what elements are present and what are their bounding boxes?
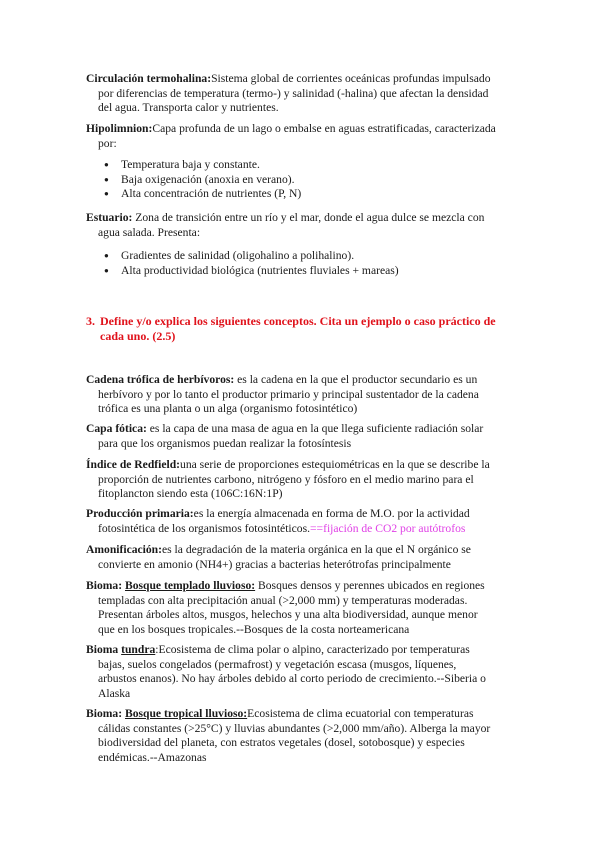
definition-text: proporción de nutrientes carbono, nitrógeno y fósforo en el medio marino para el: [98, 472, 474, 486]
term-label: Producción primaria:: [86, 507, 194, 520]
definition-text: Alaska: [98, 686, 131, 700]
bullet-list-estuario: [104, 249, 504, 278]
heading-text: cada uno. (2.5): [100, 329, 176, 343]
definition-text: templadas con alta precipitación anual (>2,000 mm) y temperaturas moderadas.: [98, 593, 468, 607]
definition-text: Zona de transición entre un río y el mar, donde el agua dulce se mezcla con: [132, 211, 485, 224]
definition-text: Presentan árboles altos, musgos, helechos y una alta biodiversidad, aunque menor: [98, 608, 478, 622]
concept-cadena-trofica: [86, 373, 516, 417]
definition-text: endémicas.--Amazonas: [98, 750, 207, 764]
definition-text: arbustos enanos). No hay árboles debido al corto periodo de crecimiento.--Siberia o: [98, 672, 486, 686]
biome-name: tundra: [121, 643, 156, 656]
definition-text: para que los organismos puedan realizar la fotosíntesis: [98, 436, 352, 450]
section-heading-3: [86, 314, 516, 344]
list-item: ● Gradientes de salinidad (oligohalino a polihalino).: [104, 249, 504, 264]
term-label: Hipolimnion:: [86, 122, 153, 135]
concept-bioma-bosque-templado: [86, 579, 516, 637]
entry-circulacion-termohalina: [86, 72, 516, 116]
term-label: Capa fótica:: [86, 422, 147, 435]
list-item: ● Alta concentración de nutrientes (P, N): [104, 187, 504, 202]
definition-text: agua salada. Presenta:: [98, 225, 201, 239]
definition-text: una serie de proporciones estequiométricas en la que se describe la: [180, 458, 490, 471]
entry-hipolimnion: [86, 122, 516, 151]
definition-text: del agua. Transporta calor y nutrientes.: [98, 101, 279, 115]
definition-text: Bosques densos y perennes ubicados en regiones: [255, 579, 485, 592]
concept-produccion-primaria: [86, 507, 516, 536]
biome-name: Bosque tropical lluvioso:: [124, 707, 248, 720]
definition-text: Capa profunda de un lago o embalse en aguas estratificadas, caracterizada: [152, 122, 496, 135]
term-label: Bioma:: [86, 707, 123, 720]
section-number: 3.: [86, 314, 95, 328]
definition-text: :Ecosistema de clima polar o alpino, caracterizado por temperaturas: [155, 643, 470, 656]
term-label: Índice de Redfield:: [86, 458, 181, 471]
list-item: ● Alta productividad biológica (nutrientes fluviales + mareas): [104, 264, 504, 279]
term-label: Cadena trófica de herbívoros:: [86, 373, 235, 386]
definition-text: es la energía almacenada en forma de M.O. por la actividad: [193, 507, 470, 520]
definition-text: fitoplancton siendo esta (106C:16N:1P): [98, 487, 283, 501]
term-label: Amonificación:: [86, 543, 162, 556]
definition-text: herbívoro y por lo tanto el productor primario y principal sustentador de la cadena: [98, 387, 479, 401]
entry-estuario: [86, 211, 516, 240]
definition-text: Sistema global de corrientes oceánicas profundas impulsado: [211, 72, 491, 85]
term-label: Bioma: [86, 643, 119, 656]
highlight-note: ==fijación de CO2 por autótrofos: [310, 521, 466, 535]
definition-text: cálidas constantes (>25°C) y lluvias abundantes (>2,000 mm/año). Alberga la mayor: [98, 721, 491, 735]
definition-text: es la degradación de la materia orgánica en la que el N orgánico se: [162, 543, 471, 556]
definition-text: es la cadena en la que el productor secundario es un: [234, 373, 478, 386]
term-label: Estuario:: [86, 211, 133, 224]
concept-bioma-tundra: [86, 643, 516, 701]
definition-text: convierte en amonio (NH4+) gracias a bacterias heterótrofas principalmente: [98, 557, 451, 571]
biome-name: Bosque templado lluvioso:: [124, 579, 256, 592]
definition-text: por:: [98, 136, 117, 150]
definition-text: biodiversidad del planeta, con estratos vegetales (dosel, sotobosque) y especies: [98, 736, 465, 750]
heading-text: Define y/o explica los siguientes conceptos. Cita un ejemplo o caso práctico de: [100, 314, 496, 328]
definition-text: que en los bosques tropicales.--Bosques de la costa norteamericana: [98, 622, 410, 636]
list-item: ● Baja oxigenación (anoxia en verano).: [104, 173, 504, 188]
term-label: Circulación termohalina:: [86, 72, 212, 85]
definition-text: es la capa de una masa de agua en la que llega suficiente radiación solar: [146, 422, 484, 435]
concept-amonificacion: [86, 543, 516, 572]
concept-bioma-bosque-tropical: [86, 707, 516, 765]
concept-capa-fotica: [86, 422, 516, 451]
concept-indice-redfield: [86, 458, 516, 502]
term-label: Bioma:: [86, 579, 123, 592]
bullet-list-hipolimnion: [104, 158, 504, 202]
definition-text: Ecosistema de clima ecuatorial con temperaturas: [247, 707, 474, 720]
definition-text: por diferencias de temperatura (termo-) y salinidad (-halina) que afectan la densidad: [98, 86, 489, 100]
definition-text: bajas, suelos congelados (permafrost) y vegetación escasa (musgos, líquenes,: [98, 657, 457, 671]
definition-text: fotosintética de los organismos fotosintéticos.==fijación de CO2 por autótrofos: [98, 521, 466, 535]
list-item: ● Temperatura baja y constante.: [104, 158, 504, 173]
definition-text: trófica es una planta o un alga (organismo fotosintético): [98, 402, 358, 416]
